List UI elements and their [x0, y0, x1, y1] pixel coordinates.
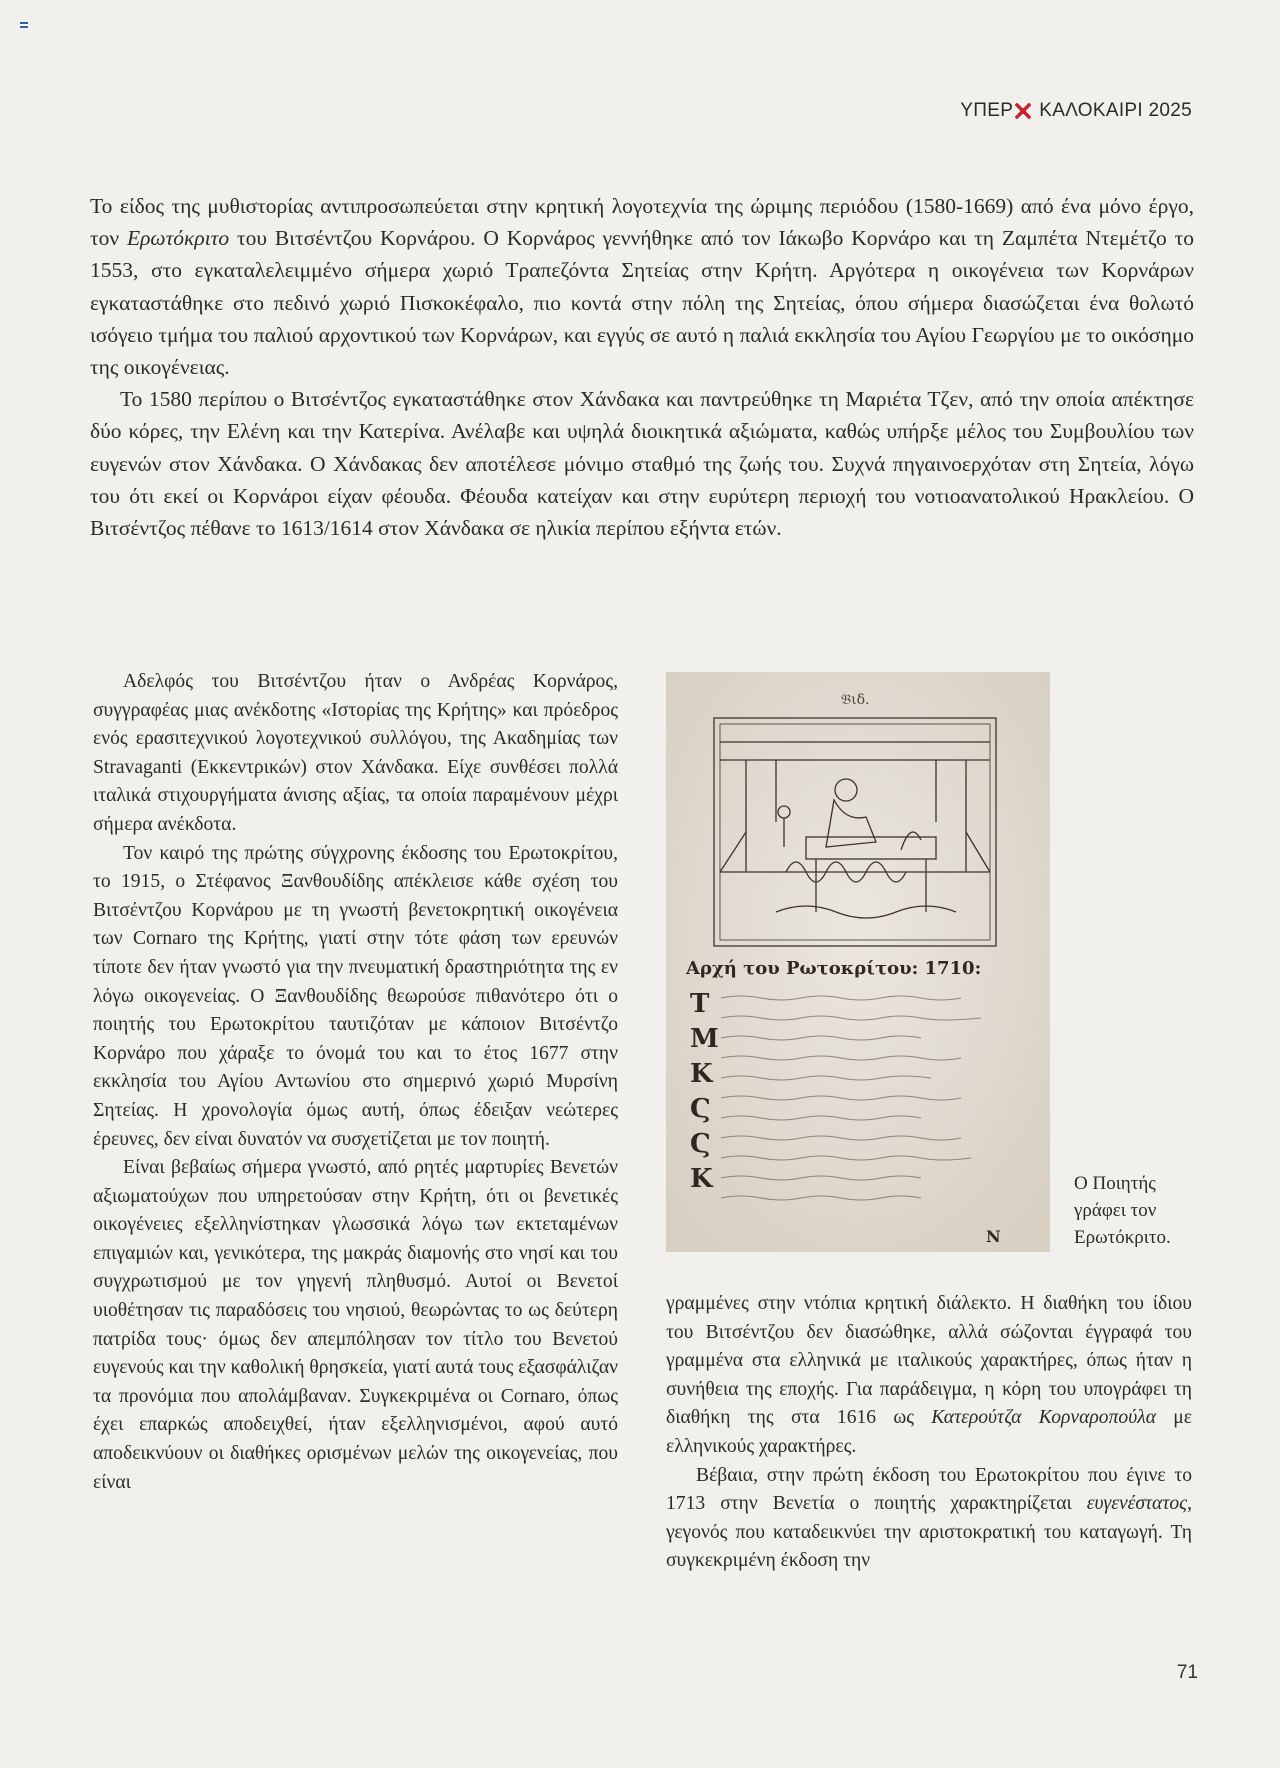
intro-paragraph: Το είδος της μυθιστορίας αντιπροσωπεύεται στην κρητική λογοτεχνία της ώριμης περιόδου (1580-1669) από ένα μόνο έργο, τον Ερωτόκριτο του Βιτσέντζου Κορνάρου. Ο Κορνάρος γεννήθηκε από τον Ιάκωβο Κορνάρο και τη Ζαμπέτα Ντεμέτζο το 1553, στο εγκαταλελειμμένο σήμερα χωριό Τραπεζόντα Σητείας στην Κρήτη. Αργότερα η οικογένεια των Κορνάρων εγκαταστάθηκε στο πεδινό χωριό Πισκοκέφαλο, πιο κοντά στην πόλη της Σητείας, όπου σήμερα διασώζεται ένα θολωτό ισόγειο τμήμα του παλιού αρχοντικού των Κορνάρων, και εγγύς σε αυτό η παλιά εκκλησία του Αγίου Γεωργίου με το οικόσημο της οικογένειας.: [90, 194, 1194, 380]
intro-section: [90, 190, 1194, 544]
body-paragraph: Αδελφός του Βιτσέντζου ήταν ο Ανδρέας Κορνάρος, συγγραφέας μιας ανέκδοτης «Ιστορίας της Κρήτης» και πρόεδρος ενός ερασιτεχνικού λογοτεχνικού συλλόγου, της Ακαδημίας των Stravaganti (Εκκεντρικών) στον Χάνδακα. Είχε συνθέσει πολλά ιταλικά στιχουργήματα άνισης αξίας, τα οποία παραμένουν μέχρι σήμερα ανέκδοτα.: [93, 671, 618, 835]
intro-paragraph: Το 1580 περίπου ο Βιτσέντζος εγκαταστάθηκε στον Χάνδακα και παντρεύθηκε τη Μαριέτα Τζεν, από την οποία απέκτησε δύο κόρες, την Ελένη και την Κατερίνα. Ανέλαβε και υψηλά διοικητικά αξιώματα, καθώς υπήρξε μέλος του Συμβουλίου των ευγενών στον Χάνδακα. Ο Χάνδακας δεν αποτέλεσε μόνιμο σταθμό της ζωής του. Συχνά πηγαινοερχόταν στη Σητεία, λόγω του ότι εκεί οι Κορνάροι είχαν φέουδα. Φέουδα κατείχαν και στην ευρύτερη περιοχή του νοτιοανατολικού Ηρακλείου. Ο Βιτσέντζος πέθανε το 1613/1614 στον Χάνδακα σε ηλικία περίπου εξήντα ετών.: [90, 387, 1194, 541]
body-paragraph: Είναι βεβαίως σήμερα γνωστό, από ρητές μαρτυρίες Βενετών αξιωματούχων που υπηρετούσαν στην Κρήτη, ότι οι βενετικές οικογένειες εξελληνίστηκαν γλωσσικά λόγω των εκτεταμένων επιγαμιών και, γενικότερα, της μακράς διαμονής στο νησί και του συγχρωτισμού με τον γηγενή πληθυσμό. Αυτοί οι Βενετοί υιοθέτησαν τις παραδόσεις του νησιού, θεωρώντας το ως δεύτερη πατρίδα τους· όμως δεν απεμπόλησαν τον τίτλο του Βενετού ευγενούς και την καθολική θρησκεία, γιατί αυτά τους εξασφάλιζαν τα προνόμια που απολάμβαναν. Συγκεκριμένα οι Cornaro, όπως έχει επαρκώς αποδειχθεί, ήταν εξελληνισμένοι, αφού αυτό αποδεικνύουν οι διαθήκες ορισμένων μελών της οικογενείας, που είναι: [93, 1157, 618, 1493]
right-column: [666, 1290, 1192, 1576]
figure-caption: Ο Ποιητής γράφει τον Ερωτόκριτο.: [1074, 1173, 1171, 1248]
body-paragraph: γραμμένες στην ντόπια κρητική διάλεκτο. Η διαθήκη του ίδιου του Βιτσέντζου δεν διασώθηκε, αλλά σώζονται έγγραφά του γραμμένα στα ελληνικά με ιταλικούς χαρακτήρες, όπως ήταν η συνήθεια της εποχής. Για παράδειγμα, η κόρη του υπογράφει τη διαθήκη της στα 1616 ως Κατερούτζα Κορναροπούλα με ελληνικούς χαρακτήρες.: [666, 1293, 1192, 1457]
manuscript-heading: Αρχή του Ρωτοκρίτου: 1710:: [686, 958, 982, 979]
svg-text:𝔅ιδ.: 𝔅ιδ.: [841, 692, 870, 708]
flag-icon: [20, 22, 28, 28]
body-paragraph: Τον καιρό της πρώτης σύγχρονης έκδοσης του Ερωτοκρίτου, το 1915, ο Στέφανος Ξανθουδίδης απέκλεισε κάθε σχέση του Βιτσέντζου Κορνάρου με τη γνωστή βενετοκρητική οικογένεια των Cornaro της Κρήτης, γιατί στην τότε φάση των ερευνών τίποτε δεν ήταν γνωστό για την πνευματική δραστηριότητα της εν λόγω οικογενείας. Ο Ξανθουδίδης θεωρούσε πιθανότερο ότι ο ποιητής του Ερωτοκρίτου ταυτιζόταν με κάποιον Βιτσέντζο Κορνάρο που χάραξε το όνομά του και το έτος 1677 στην εκκλησία του Αγίου Αντωνίου στο σημερινό χωριό Μυρσίνη Σητείας. Η χρονολογία όμως αυτή, όπως έδειξαν νεώτερες έρευνες, δεν είναι δυνατόν να συσχετίζεται με τον ποιητή.: [93, 842, 618, 1150]
magazine-logo-icon: [1015, 103, 1031, 119]
manuscript-initial: Κ: [690, 1164, 713, 1194]
running-header: [960, 100, 1192, 122]
body-paragraph: Βέβαια, στην πρώτη έκδοση του Ερωτοκρίτου που έγινε το 1713 στην Βενετία ο ποιητής χαρακτηρίζεται ευγενέστατος, γεγονός που καταδεικνύει την αριστοκρατική του καταγωγή. Τη συγκεκριμένη έκδοση την: [666, 1464, 1192, 1572]
manuscript-initial: Ϛ: [690, 1129, 711, 1159]
left-column: [93, 668, 618, 1497]
issue-label: ΚΑΛΟΚΑΙΡΙ 2025: [1039, 100, 1192, 121]
magazine-name: ΥΠΕΡ: [960, 100, 1014, 121]
svg-text:N: N: [986, 1227, 1001, 1246]
manuscript-image: [666, 672, 1050, 1252]
manuscript-initial: Ϛ: [690, 1094, 711, 1124]
manuscript-initial: Τ: [690, 989, 710, 1019]
manuscript-initial: Μ: [690, 1024, 719, 1054]
page-number: 71: [1176, 1662, 1198, 1683]
manuscript-initial: Κ: [690, 1059, 713, 1089]
